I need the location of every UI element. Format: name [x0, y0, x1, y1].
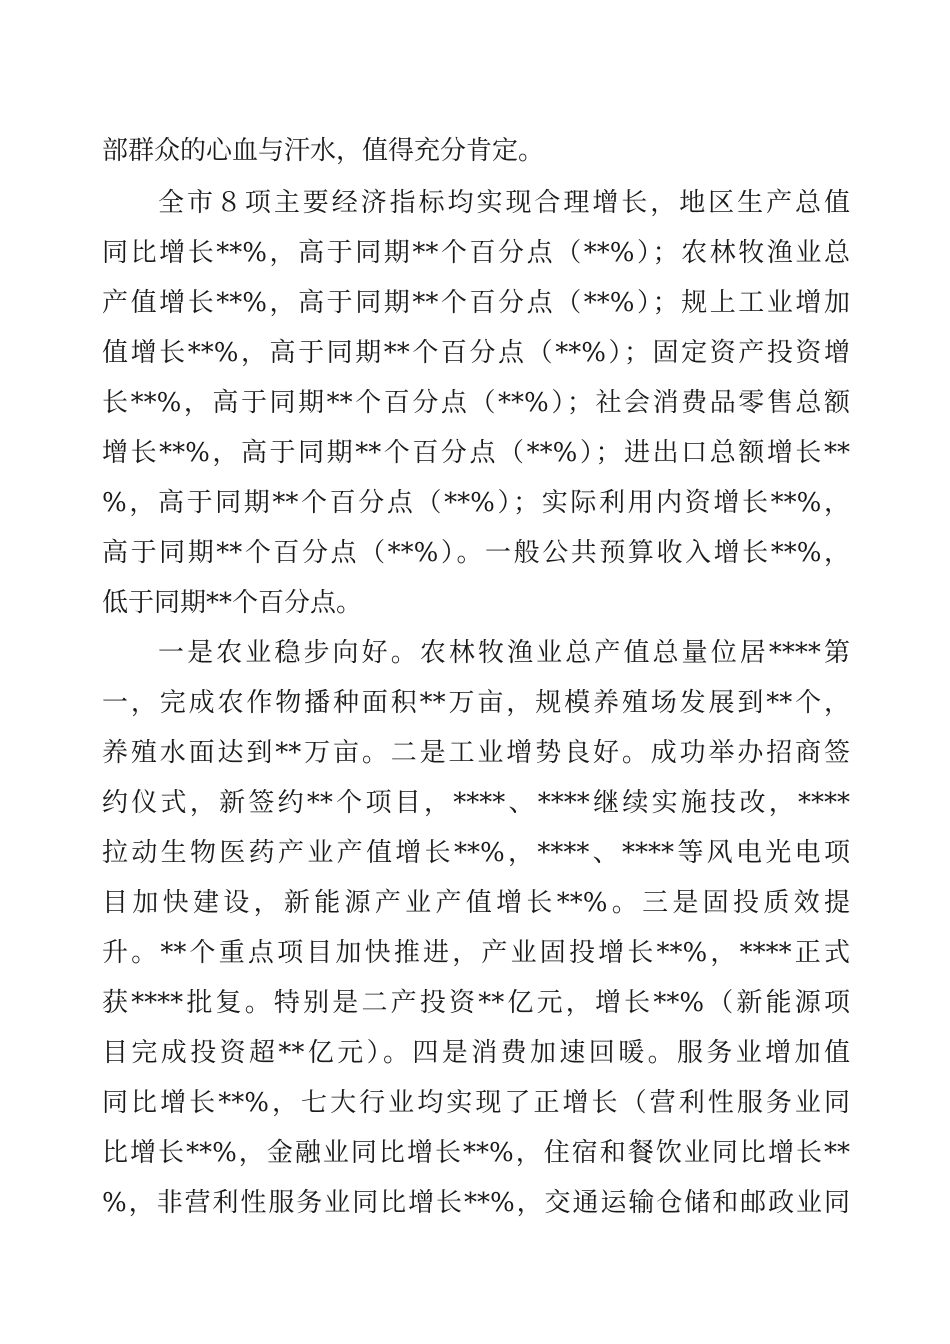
text-line: 值增长**%，高于同期**个百分点（**%）；固定资产投资增: [102, 338, 850, 368]
text-line: 目加快建设，新能源产业产值增长**%。三是固投质效提: [102, 888, 850, 918]
text-line: 拉动生物医药产业产值增长**%，****、****等风电光电项: [102, 838, 850, 868]
text-line: 长**%，高于同期**个百分点（**%）；社会消费品零售总额: [102, 388, 850, 418]
text-line: 比增长**%，金融业同比增长**%，住宿和餐饮业同比增长**: [102, 1138, 850, 1168]
text-line: 部群众的心血与汗水，值得充分肯定。: [102, 136, 545, 166]
text-line: 同比增长**%，高于同期**个百分点（**%）；农林牧渔业总: [102, 238, 850, 268]
text-line: 低于同期**个百分点。: [102, 588, 363, 618]
text-line: 产值增长**%，高于同期**个百分点（**%）；规上工业增加: [102, 288, 850, 318]
text-line: 养殖水面达到**万亩。二是工业增势良好。成功举办招商签: [102, 738, 850, 768]
paragraph-first-line: 全市８项主要经济指标均实现合理增长，地区生产总值: [158, 188, 850, 218]
text-line: 增长**%，高于同期**个百分点（**%）；进出口总额增长**: [102, 438, 850, 468]
text-line: 升。**个重点项目加快推进，产业固投增长**%，****正式: [102, 938, 850, 968]
text-line: 同比增长**%，七大行业均实现了正增长（营利性服务业同: [102, 1088, 850, 1118]
paragraph-first-line: 一是农业稳步向好。农林牧渔业总产值总量位居****第: [158, 638, 850, 668]
text-line: %，非营利性服务业同比增长**%，交通运输仓储和邮政业同: [102, 1188, 850, 1218]
text-line: 获****批复。特别是二产投资**亿元，增长**%（新能源项: [102, 988, 850, 1018]
text-line: %，高于同期**个百分点（**%）；实际利用内资增长**%，: [102, 488, 850, 518]
text-line: 高于同期**个百分点（**%）。一般公共预算收入增长**%，: [102, 538, 850, 568]
text-line: 目完成投资超**亿元）。四是消费加速回暖。服务业增加值: [102, 1038, 850, 1068]
text-line: 一，完成农作物播种面积**万亩，规模养殖场发展到**个，: [102, 688, 850, 718]
text-line: 约仪式，新签约**个项目，****、****继续实施技改，****: [102, 788, 850, 818]
